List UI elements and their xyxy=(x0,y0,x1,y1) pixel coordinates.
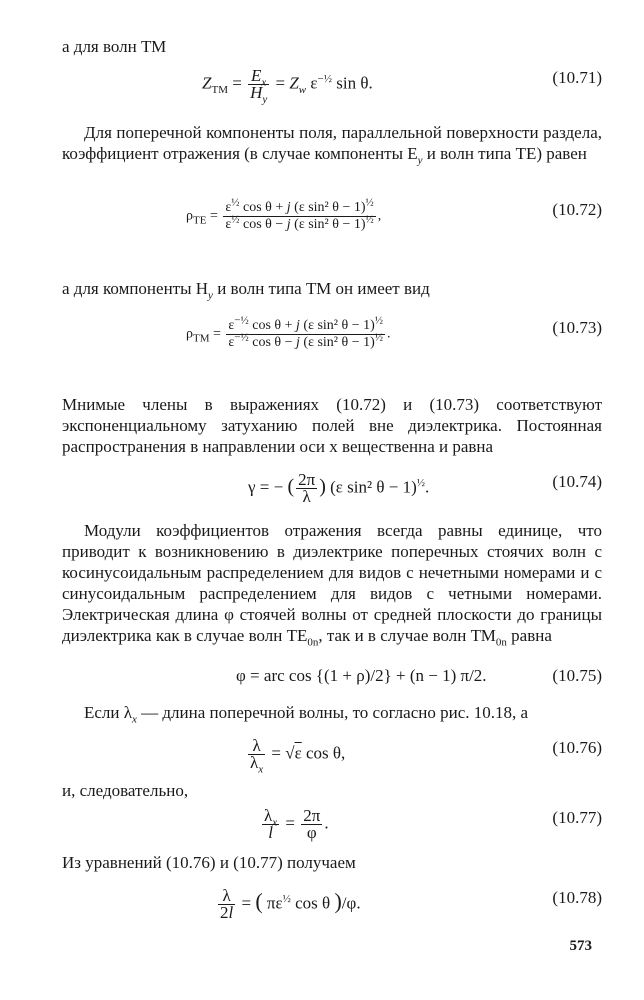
equation-number: (10.76) xyxy=(552,738,602,757)
equation-number: (10.78) xyxy=(552,888,602,907)
formula-10-73: $\rho_{TM}$ = $\frac{\varepsilon^{-\frac{1}{2}} \cos \theta + j (\varepsilon \sin^2 \theta - 1)^{\frac{1}{2}}}{\varepsilon^{-\frac{1}{2}} \cos \theta - j (\varepsilon \sin^2 \theta - 1)^{\frac{1}{2}}}$ . xyxy=(186,314,391,350)
equation-number: (10.75) xyxy=(552,666,602,685)
paragraph-reflection-te: Для поперечной компоненты поля, параллельной поверхности раздела, коэффициент отражения (в случае компоненты $E_y$ и волн типа ТЕ) равен xyxy=(62,123,602,167)
formula-10-72: $\rho_{TE}$ = $\frac{\varepsilon^{\frac{1}{2}} \cos \theta + j (\varepsilon \sin^2 \theta - 1)^{\frac{1}{2}}}{\varepsilon^{\frac{1}{2}} \cos \theta - j (\varepsilon \sin^2 \theta - 1)^{\frac{1}{2}}}$ , xyxy=(186,196,382,232)
equation-number: (10.71) xyxy=(552,68,602,87)
text-line-tm-intro: а для волн ТМ xyxy=(62,37,167,56)
formula-10-78: $\frac{\lambda}{2l}$ = ( $\pi\varepsilon^{\frac{1}{2}}$ cos θ )/φ. xyxy=(220,886,361,922)
equation-number: (10.72) xyxy=(552,200,602,219)
equation-10-71 xyxy=(0,68,644,128)
paragraph-imaginary-terms: Мнимые члены в выражениях (10.72) и (10.73) соответствуют экспоненциальному затуханию полей вне диэлектрика. Постоянная распространения в направлении оси x вещественна и равна xyxy=(62,395,602,456)
equation-number: (10.73) xyxy=(552,318,602,337)
text-line-from-equations: Из уравнений (10.76) и (10.77) получаем xyxy=(62,853,356,872)
equation-10-78 xyxy=(0,888,644,948)
text-line-tm-component: а для компоненты $H_y$ и волн типа ТМ он имеет вид xyxy=(62,279,430,302)
text-line-lambda-x: Если $\lambda_x$ — длина поперечной волны, то согласно рис. 10.18, а xyxy=(84,703,529,726)
text-line-consequently: и, следовательно, xyxy=(62,781,189,800)
formula-10-76: $\frac{\lambda}{\lambda_x}$ = √ε cos θ, xyxy=(250,736,346,776)
formula-10-71: $Z_{TM}$ = $\frac{E_x}{H_y}$ = $Z_w$ $\varepsilon^{-\frac{1}{2}}$ sin θ. xyxy=(202,66,373,106)
paragraph-standing-waves: Модули коэффициентов отражения всегда равны единице, что приводит к возникновению в диэлектрике поперечных стоячих волн с косинусоидальным распределением для видов с нечетными номерами и с синусоидальным распределением для видов с четными номерами. Электрическая длина φ стоячей волны от средней плоскости до границы диэлектрика как в случае волн $ТЕ_{0n}$, так и в случае волн $ТМ_{0n}$ равна xyxy=(62,521,602,649)
formula-10-77: $\frac{\lambda_x}{l}$ = $\frac{2\pi}{\varphi}$ . xyxy=(264,806,329,842)
equation-number: (10.77) xyxy=(552,808,602,827)
equation-number: (10.74) xyxy=(552,472,602,491)
equation-10-73 xyxy=(0,314,644,378)
formula-10-74: γ = − ( $\frac{2\pi}{\lambda}$ ) (ε sin² θ − 1)$^{\frac{1}{2}}$. xyxy=(248,470,430,506)
page-number: 573 xyxy=(569,938,592,954)
equation-10-72 xyxy=(0,196,644,260)
formula-10-75: φ = arc cos {(1 + ρ)/2} + (n − 1) π/2. xyxy=(236,666,487,685)
